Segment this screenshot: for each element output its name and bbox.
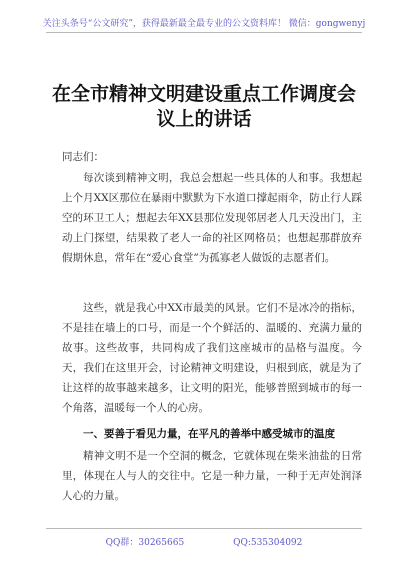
paragraph-2: [62, 298, 362, 418]
title-line-2: 议上的讲话: [156, 108, 252, 130]
footer-divider: [46, 528, 362, 529]
section-heading-1: 一、要善于看见力量，在平凡的善举中感受城市的温度: [83, 428, 335, 440]
paragraph-2-text: 这些，就是我心中XX市最美的风景。它们不是冰冷的指标，不是挂在墙上的口号，而是一个个鲜活的、温暖的、充满力量的故事。这些故事，共同构成了我们这座城市的品格与温度。今天，我们在这里开会，讨论精神文明建设，归根到底，就是为了让这样的故事越来越多，让文明的阳光，能够普照到城市的每一个角落，温暖每一个人的心房。: [62, 302, 362, 414]
footer-qq-group: QQ群：30265665: [105, 538, 185, 548]
title-line-1: 在全市精神文明建设重点工作调度会: [51, 83, 356, 105]
header-divider: [46, 32, 362, 33]
header-promo-text: 关注头条号“公文研究”，获得最新最全最专业的公文资料库！ 微信：gongwenyj: [42, 19, 366, 29]
greeting: 同志们：: [62, 151, 104, 163]
paragraph-1-text: 每次谈到精神文明，我总会想起一些具体的人和事。我想起上个月XX区那位在暴雨中默默为下水道口撑起雨伞，防止行人踩空的环卫工人；想起去年XX县那位发现邻居老人几天没出门，主动上门探望，结果救了老人一命的社区网格员；也想起那群放弃假期休息，常年在“爱心食堂”为孤寡老人做饭的志愿者们。: [62, 172, 362, 264]
paragraph-1: [62, 168, 362, 268]
page-title: [26, 82, 382, 132]
footer-contact: [20, 535, 388, 548]
paragraph-3: [62, 446, 362, 506]
footer-qq: QQ:535304092: [233, 538, 303, 548]
paragraph-3-text: 精神文明不是一个空洞的概念，它就体现在柴米油盐的日常里，体现在人与人的交往中。它是一种力量，一种于无声处润泽人心的力量。: [62, 450, 362, 502]
